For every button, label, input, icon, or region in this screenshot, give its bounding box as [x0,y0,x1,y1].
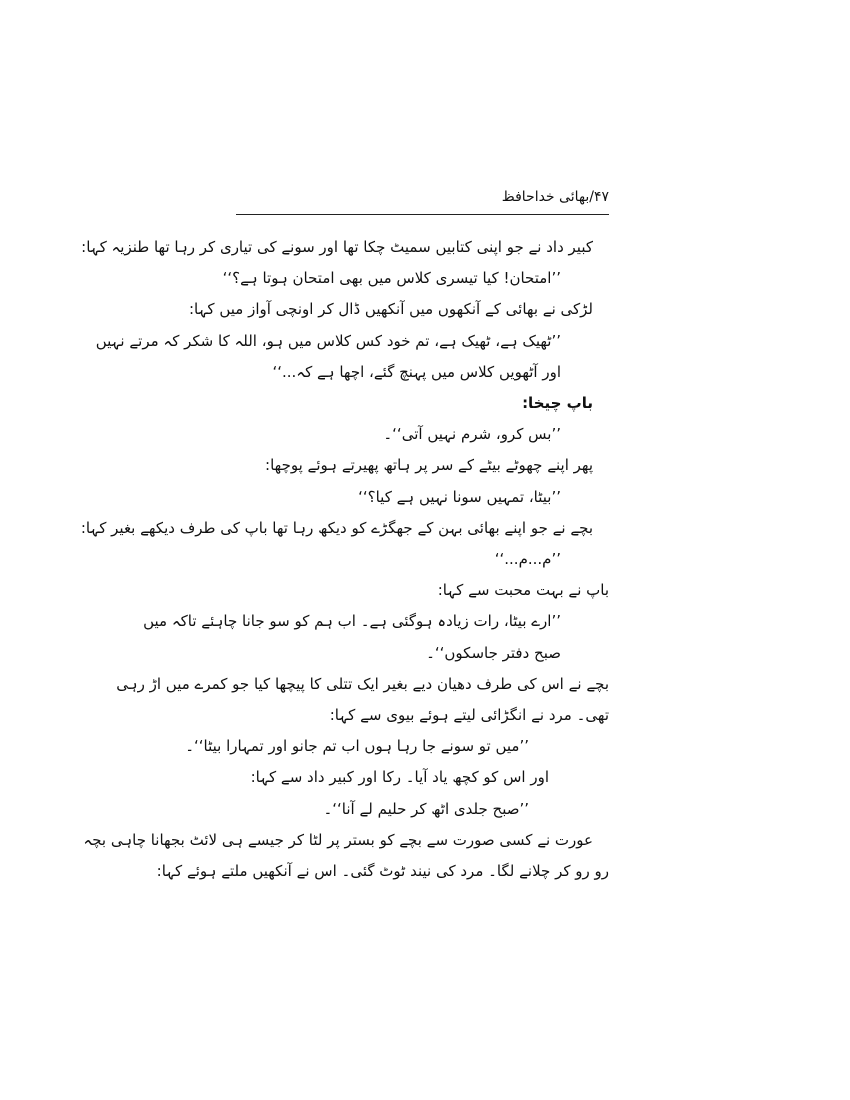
text-line: ’’ٹھیک ہے، ٹھیک ہے، تم خود کس کلاس میں ہو، اللہ کا شکر کہ مرتے نہیں [95,331,561,350]
text-line: تھی۔ مرد نے انگڑائی لیتے ہوئے بیوی سے کہا: [329,706,609,724]
text-line: ’’صبح جلدی اٹھ کر حلیم لے آنا‘‘۔ [323,799,529,818]
running-header: ۴۷/بھائی خداحافظ [501,189,609,205]
text-line: بچے نے اس کی طرف دھیان دیے بغیر ایک تتلی کا پیچھا کیا جو کمرے میں اڑ رہی [116,674,609,693]
text-line: لڑکی نے بھائی کے آنکھوں میں آنکھیں ڈال کر اونچی آواز میں کہا: [189,300,593,319]
text-line: ’’امتحان! کیا تیسری کلاس میں بھی امتحان ہوتا ہے؟‘‘ [222,269,561,288]
text-line: عورت نے کسی صورت سے بچے کو بستر پر لٹا کر جیسے ہی لائٹ بجھانا چاہی بچہ [83,830,593,849]
header-divider [236,214,609,215]
text-line: پھر اپنے چھوٹے بیٹے کے سر پر ہاتھ پھیرتے ہوئے پوچھا: [265,456,593,475]
text-line: ’’میں تو سونے جا رہا ہوں اب تم جانو اور تمہارا بیٹا‘‘۔ [185,737,529,756]
text-line: بچے نے جو اپنے بھائی بہن کے جھگڑے کو دیکھ رہا تھا باپ کی طرف دیکھے بغیر کہا: [80,518,593,537]
text-line: کبیر داد نے جو اپنی کتابیں سمیٹ چکا تھا اور سونے کی تیاری کر رہا تھا طنزیہ کہا: [81,238,593,256]
text-line: باپ نے بہت محبت سے کہا: [437,581,609,600]
text-line: اور آٹھویں کلاس میں پہنچ گئے، اچھا ہے کہ...‘‘ [272,362,561,381]
text-line: ’’ارے بیٹا، رات زیادہ ہوگئی ہے۔ اب ہم کو سو جانا چاہئے تاکہ میں [143,612,561,631]
text-line: ’’بس کرو، شرم نہیں آتی‘‘۔ [383,425,561,444]
text-line: رو رو کر چلانے لگا۔ مرد کی نیند ٹوٹ گئی۔ اس نے آنکھیں ملتے ہوئے کہا: [156,862,609,880]
text-line: باپ چیخا: [522,394,593,412]
text-line: صبح دفتر جاسکوں‘‘۔ [426,643,561,662]
text-line: اور اس کو کچھ یاد آیا۔ رکا اور کبیر داد سے کہا: [250,768,549,787]
text-line: ’’م...م...‘‘ [494,550,561,568]
text-line: ’’بیٹا، تمہیں سونا نہیں ہے کیا؟‘‘ [358,487,561,506]
